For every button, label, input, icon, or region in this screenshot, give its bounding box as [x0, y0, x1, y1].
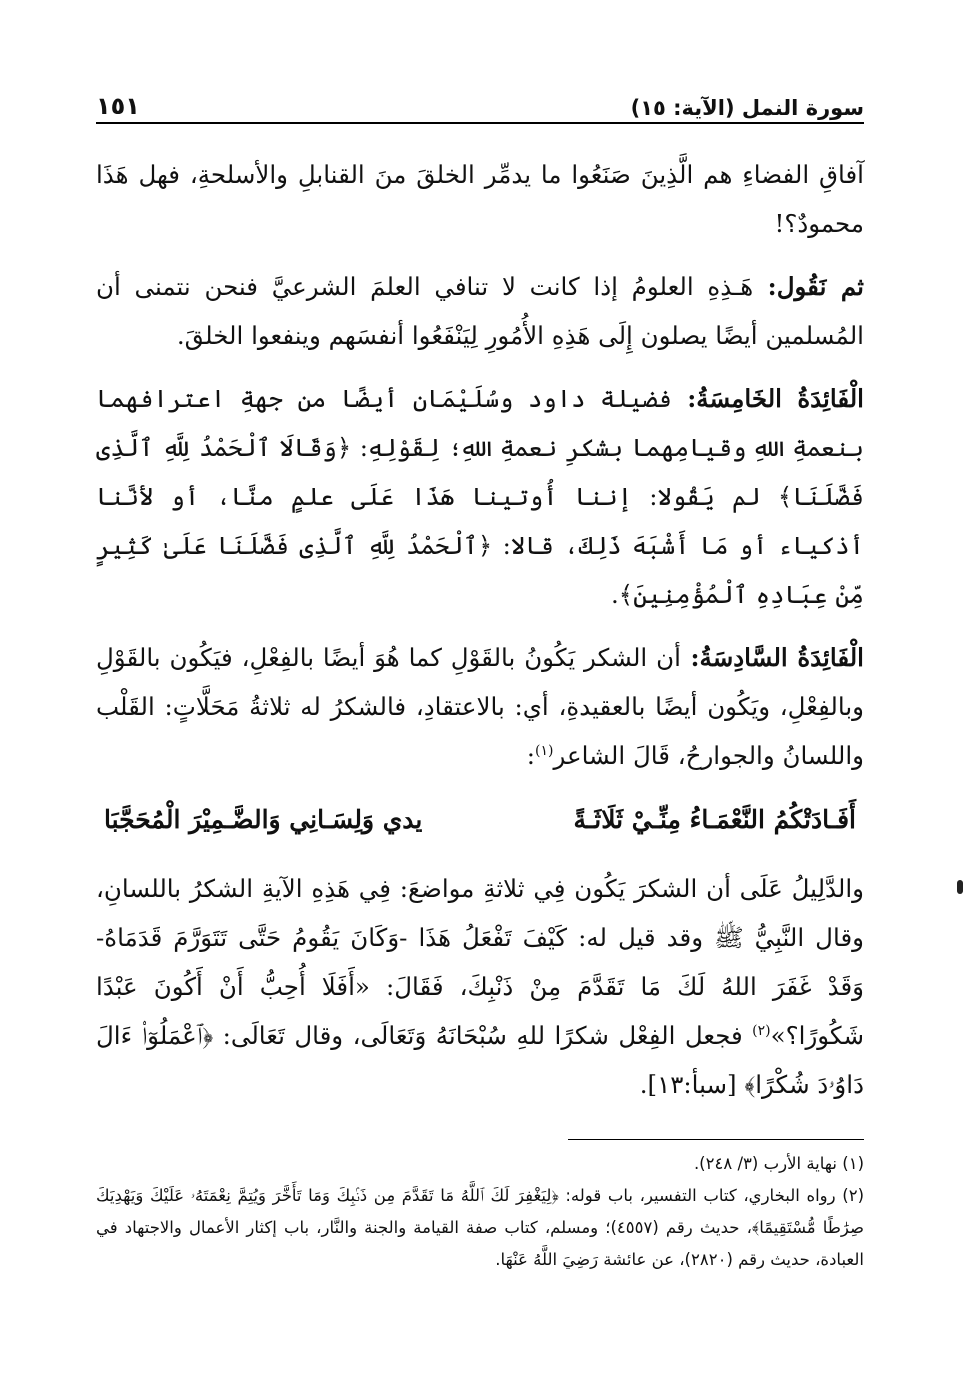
footnote-ref[interactable]: (١)	[534, 742, 554, 759]
footnote-ref[interactable]: (٢)	[752, 1022, 771, 1039]
paragraph-sixth-benefit	[96, 633, 864, 780]
paragraph-text: هَـذِهِ العلومُ إذا كانت لا تنافي العلمَ الشرعيَّ فنحن نتمنى أن المُسلمين أيضًا يصلون إِلَى هَذِهِ الأُمُورِ لِيَنْفَعُوا أنفسَهم وينفعوا الخلقَ.	[96, 272, 864, 350]
footnotes	[96, 1148, 864, 1276]
paragraph-lead: الْفَائِدَةُ الخَامِسَةُ:	[671, 384, 864, 413]
paragraph-evidence	[96, 864, 864, 1109]
running-header	[96, 86, 864, 120]
paragraph-text: أن الشكر يَكُونُ بالقَوْلِ كما هُوَ أيضًا بالفِعْلِ، فيَكُون بالقَوْلِ وبالفِعْلِ، ويَكُون أيضًا بالعقيدةِ، أي: بالاعتقادِ، فالشكرُ له ثلاثةُ مَحَلَّاتٍ: القَلْب واللسانُ والجوارحُ، قَالَ الشاعر	[96, 643, 864, 770]
page-number: ١٥١	[96, 92, 140, 120]
paragraph-text: والدَّلِيلُ عَلَى أن الشكرَ يَكُون فِي ثلاثةِ مواضعَ: فِي هَذِهِ الآيةِ الشكرُ باللسانِ، وقال النَّبِيُّ ﷺ وقد قيل له: كَيْفَ تَفْعَلُ هَذَا -وَكَانَ يَقُومُ حَتَّى تَتَوَرَّمَ قَدَمَاهُ- وَقَدْ غَفَرَ اللهُ لَكَ مَا تَقَدَّمَ مِنْ ذَنْبِكَ، فَقَالَ: «أَفَلَا أُحِبُّ أَنْ أَكُونَ عَبْدًا شَكُورًا؟»	[96, 874, 864, 1050]
header-rule	[96, 122, 864, 124]
verse-first-hemistich: أَفَـادَتْكُمُ النَّعْمَـاءُ مِنِّـيْ ثَلَاثَـةً	[573, 805, 856, 834]
paragraph-tail: فجعل الفِعْل شكرًا للهِ سُبْحَانَهُ وَتَعَالَى، وقال تَعَالَى: ﴿ٱعْمَلُوٓا۟ ءَالَ دَاوُۥدَ شُكْرًا﴾ [سبأ:١٣].	[96, 1021, 864, 1099]
poetry-verse	[104, 794, 856, 846]
main-text	[96, 150, 864, 1109]
margin-mark	[957, 880, 963, 894]
book-page	[96, 86, 864, 1276]
chapter-title: سورة النمل (الآية: ١٥)	[630, 96, 864, 120]
footnote-2: (٢) رواه البخاري، كتاب التفسير، باب قوله: ﴿لِيَغْفِرَ لَكَ ٱللَّهُ مَا تَقَدَّمَ مِن ذَنۢبِكَ وَمَا تَأَخَّرَ وَيُتِمَّ نِعْمَتَهُۥ عَلَيْكَ وَيَهْدِيَكَ صِرَٰطًا مُّسْتَقِيمًا﴾، حديث رقم (٤٥٥٧)؛ ومسلم، كتاب صفة القيامة والجنة والنَّار، باب إكثار الأعمال والاجتهاد في العبادة، حديث رقم (٢٨٢٠)، عن عائشة رَضِيَ اللَّهُ عَنْهَا.	[96, 1186, 864, 1269]
paragraph-lead: ثم نَقُول:	[753, 272, 864, 301]
paragraph-tail: :	[526, 741, 535, 770]
paragraph-fifth-benefit	[96, 374, 864, 619]
paragraph-1	[96, 150, 864, 248]
paragraph-text: فضيلة داود وسُلَيْمَان أيضًا من جهةِ اعترافهما بنعمةِ اللهِ وقيامِهما بشكرِ نعمةِ اللهِ؛ لِقَوْلِهِ: ﴿وَقَالَا ٱلْحَمْدُ لِلَّهِ ٱلَّذِى فَضَّلَنَا﴾ لم يَقُولا: إننا أُوتينا هَذَا عَلَى علمٍ منَّا، أو لأنَّنا أذكياء أو مَا أَشْبَهَ ذَلِكَ، قالا: ﴿ٱلْحَمْدُ لِلَّهِ ٱلَّذِى فَضَّلَنَا عَلَىٰ كَثِيرٍ مِّنْ عِبَادِهِ ٱلْمُؤْمِنِينَ﴾.	[96, 384, 864, 609]
paragraph-text: آفاقِ الفضاءِ هم الَّذِينَ صَنَعُوا ما يدمِّر الخلقَ منَ القنابلِ والأسلحةِ، فهل هَذَا محمودٌ؟!	[96, 160, 864, 238]
paragraph-lead: الْفَائِدَةُ السَّادِسَةُ:	[680, 643, 864, 672]
footnote-1: (١) نهاية الأرب (٣/ ٢٤٨).	[693, 1154, 864, 1173]
footnote-separator	[568, 1139, 864, 1140]
verse-second-hemistich: يدي وَلِسَـانِي وَالضَّـمِيْرَ الْمُحَجَّبَا	[104, 805, 423, 834]
paragraph-2	[96, 262, 864, 360]
